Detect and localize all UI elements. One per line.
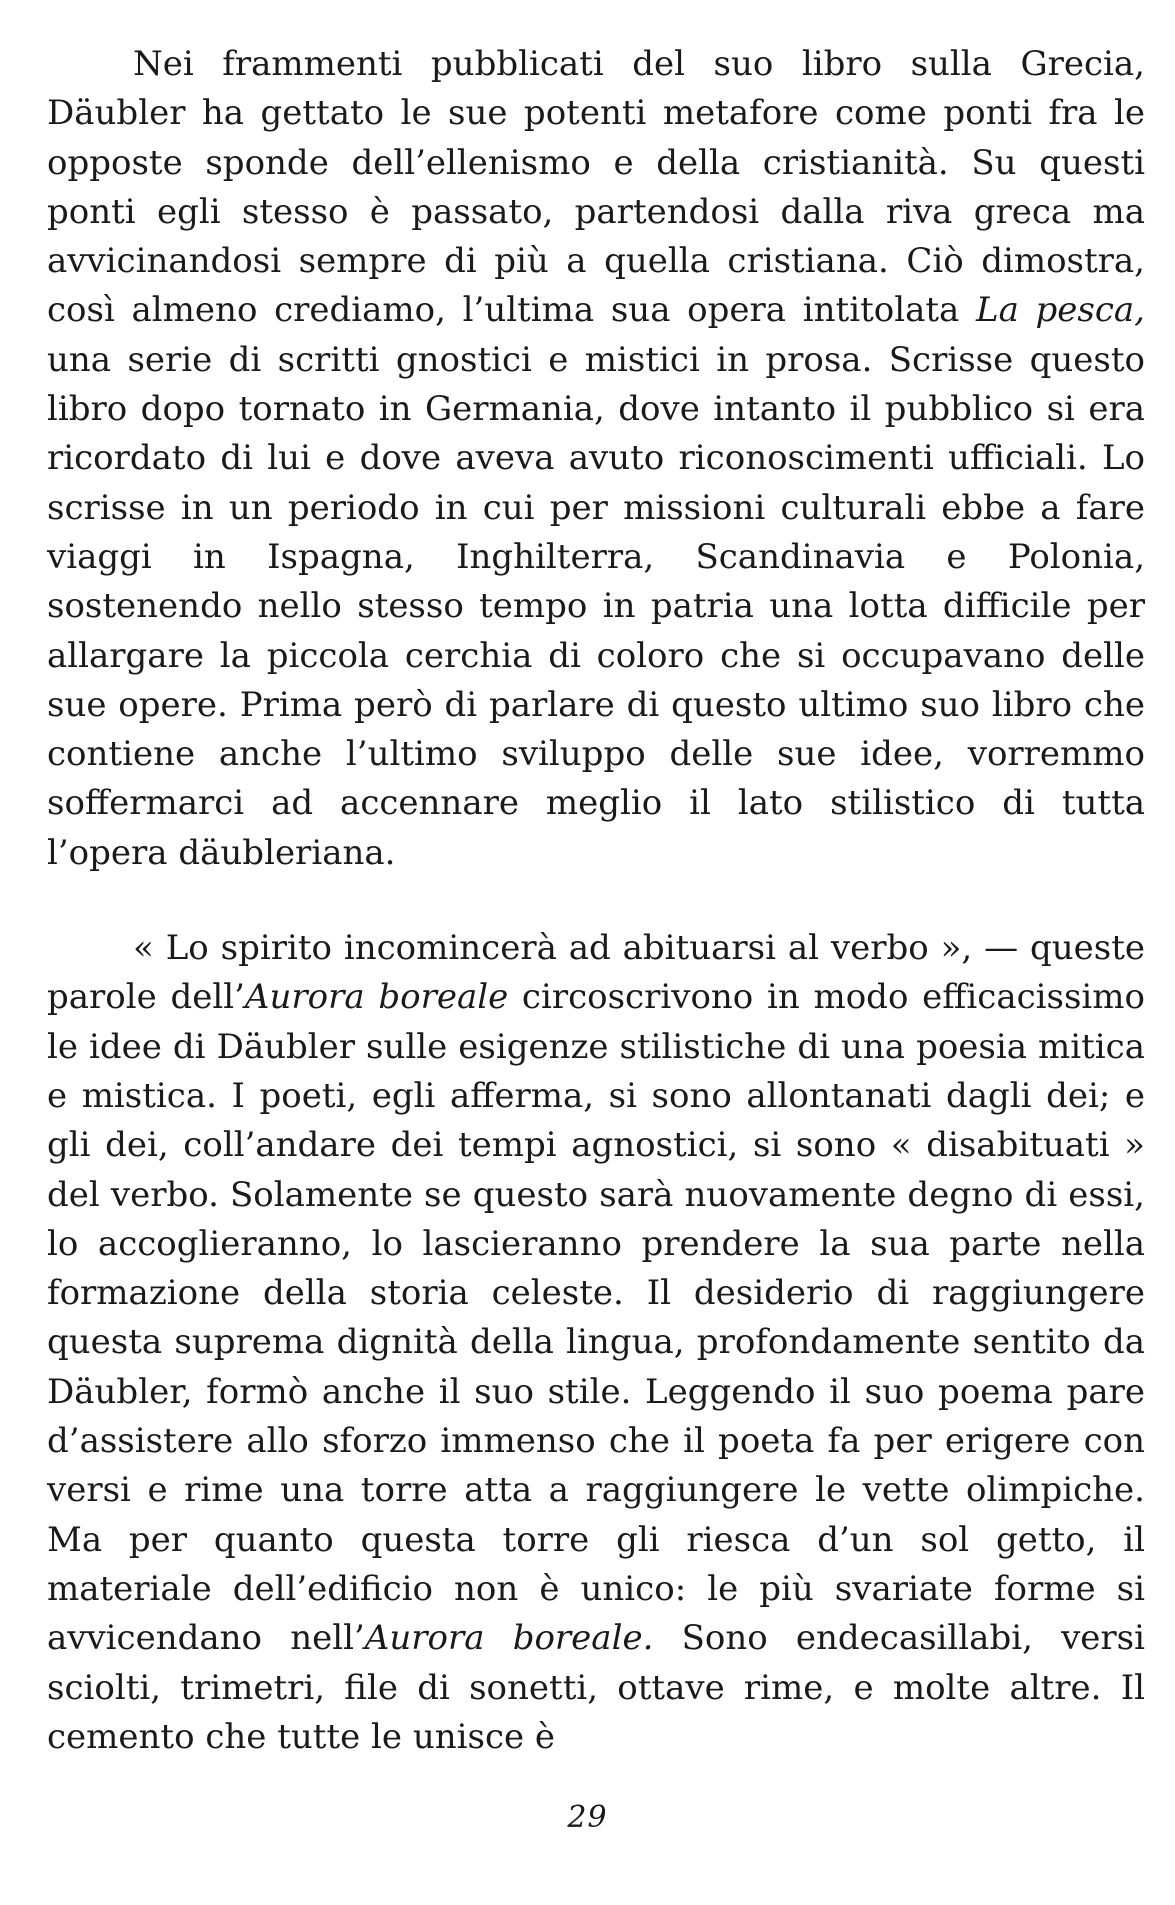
paragraph-2-text-3: Sono endecasillabi, versi sciolti, trimetri, file di sonetti, ottave rime, e molte altre. Il cemento che tutte le unisce è [47, 1618, 1145, 1757]
book-title-la-pesca: La pesca, [975, 290, 1145, 331]
book-title-aurora-boreale-1: Aurora boreale [244, 977, 509, 1018]
book-title-aurora-boreale-2: Aurora boreale. [364, 1618, 654, 1659]
page-number: 29 [567, 1800, 608, 1835]
paragraph-1-text-2: una serie di scritti gnostici e mistici in prosa. Scrisse questo libro dopo tornato in Germania, dove intanto il pubblico si era ricordato di lui e dove aveva avuto riconoscimenti ufficiali. Lo scrisse in un periodo in cui per missioni culturali ebbe a fare viaggi in Ispagna, Inghilterra, Scandinavia e Polonia, sostenendo nello stesso tempo in patria una lotta difficile per allargare la piccola cerchia di coloro che si occupavano delle sue opere. Prima però di parlare di questo ultimo suo libro che contiene anche l’ultimo sviluppo delle sue idee, vorremmo soffermarci ad accennare meglio il lato stilistico di tutta l’opera däubleriana. [47, 339, 1145, 873]
paragraph-2-text-2: circoscrivono in modo efficacissimo le idee di Däubler sulle esigenze stilistiche di una poesia mitica e mistica. I poeti, egli afferma, si sono allontanati dagli dei; e gli dei, coll’andare dei tempi agnostici, si sono « disabituati » del verbo. Solamente se questo sarà nuovamente degno di essi, lo accoglieranno, lo lascieranno prendere la sua parte nella formazione della storia celeste. Il desiderio di raggiungere questa suprema dignità della lingua, profondamente sentito da Däubler, formò anche il suo stile. Leggendo il suo poema pare d’assistere allo sforzo immenso che il poeta fa per erigere con versi e rime una torre atta a raggiungere le vette olimpiche. Ma per quanto questa torre gli riesca d’un sol getto, il materiale dell’edificio non è unico: le più svariate forme si avvicendano nell’ [47, 977, 1145, 1659]
paragraph-2-text-1: « Lo spirito incomincerà ad abituarsi al verbo », — queste parole dell’ [47, 928, 1145, 1018]
paragraph-1-text-1: Nei frammenti pubblicati del suo libro sulla Grecia, Däubler ha gettato le sue potenti metafore come ponti fra le opposte sponde dell’ellenismo e della cristianità. Su questi ponti egli stesso è passato, partendosi dalla riva greca ma avvicinandosi sempre di più a quella cristiana. Ciò dimostra, così almeno crediamo, l’ultima sua opera intitolata [47, 44, 1145, 331]
paragraph-1 [47, 40, 1145, 878]
paragraph-2 [47, 924, 1145, 1762]
page-body [47, 40, 1145, 1762]
